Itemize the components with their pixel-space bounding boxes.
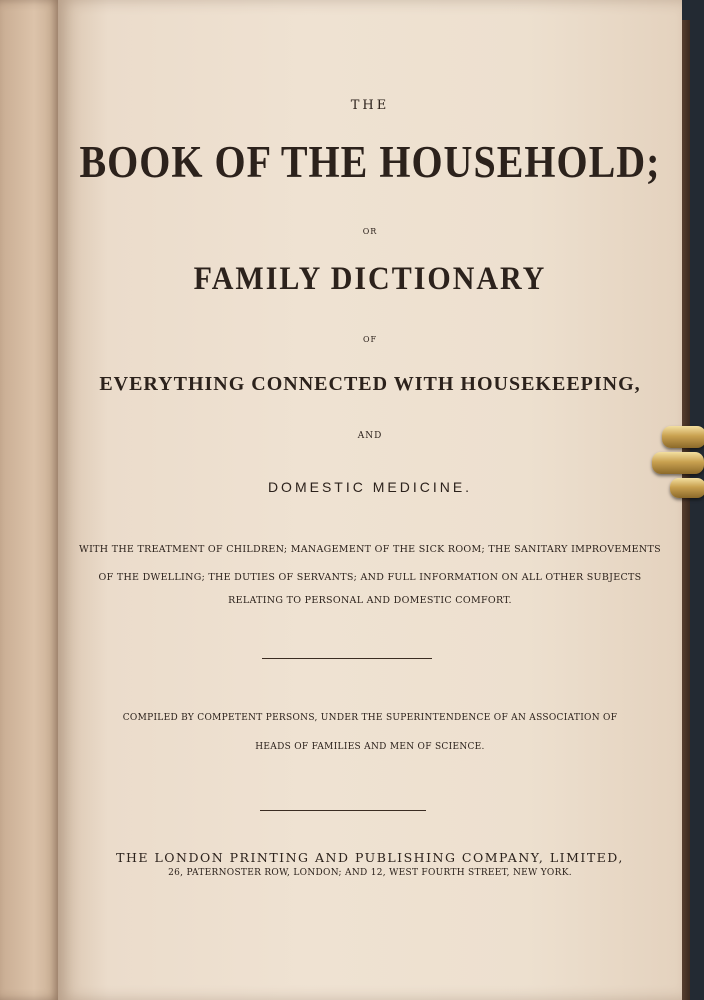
description-line: RELATING TO PERSONAL AND DOMESTIC COMFORT.: [228, 595, 512, 606]
title-page: [58, 0, 682, 1000]
compiled-line: COMPILED BY COMPETENT PERSONS, UNDER THE SUPERINTENDENCE OF AN ASSOCIATION OF: [122, 713, 618, 723]
title-and: AND: [357, 431, 383, 441]
title-or: OR: [362, 227, 378, 236]
description-line: WITH THE TREATMENT OF CHILDREN; MANAGEMENT OF THE SICK ROOM; THE SANITARY IMPROVEMENTS: [79, 544, 661, 555]
title-everything: EVERYTHING CONNECTED WITH HOUSEKEEPING,: [99, 373, 641, 395]
title-domestic-medicine: DOMESTIC MEDICINE.: [267, 479, 473, 495]
description-line: OF THE DWELLING; THE DUTIES OF SERVANTS; AND FULL INFORMATION ON ALL OTHER SUBJECTS: [98, 572, 642, 583]
facing-page: [0, 0, 62, 1000]
title-of: OF: [362, 335, 378, 344]
subtitle: FAMILY DICTIONARY: [193, 260, 547, 297]
divider: [262, 658, 432, 659]
divider: [260, 810, 426, 811]
publisher: THE LONDON PRINTING AND PUBLISHING COMPANY, LIMITED,: [116, 850, 624, 865]
publisher-address: 26, PATERNOSTER ROW, LONDON; AND 12, WEST FOURTH STREET, NEW YORK.: [168, 868, 572, 878]
brass-clasp-icon: [652, 420, 704, 504]
main-title: BOOK OF THE HOUSEHOLD;: [79, 135, 661, 188]
title-the: THE: [350, 98, 390, 113]
compiled-line: HEADS OF FAMILIES AND MEN OF SCIENCE.: [255, 742, 485, 752]
